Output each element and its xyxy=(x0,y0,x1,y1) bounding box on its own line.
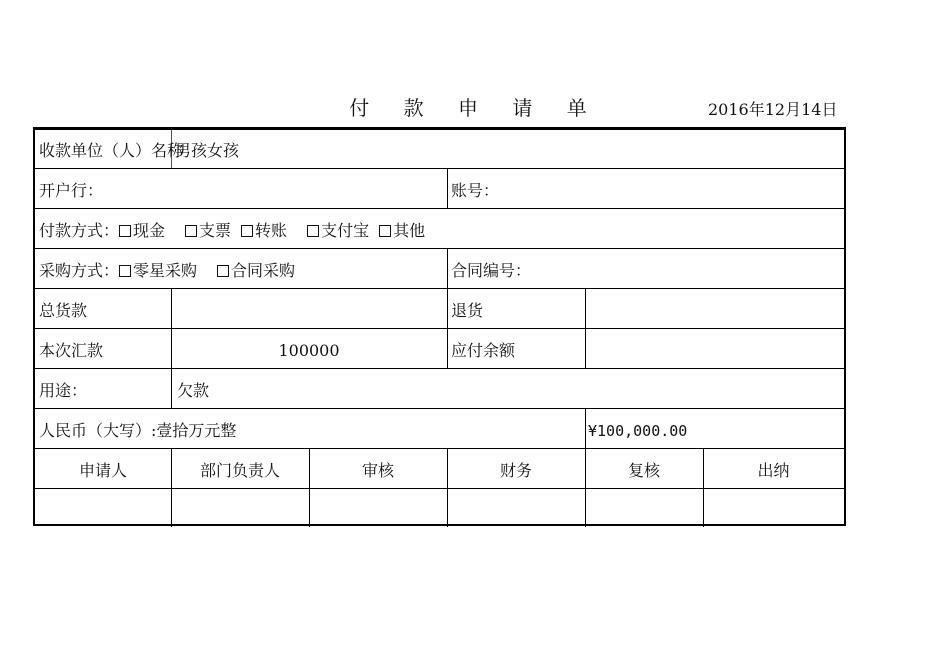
row-divider xyxy=(35,208,844,209)
col-divider xyxy=(703,448,704,527)
sig-recheck: 复核 xyxy=(627,461,660,480)
checkbox[interactable] xyxy=(217,265,229,277)
row-divider xyxy=(35,248,844,249)
rmb-row xyxy=(39,421,236,441)
row-divider xyxy=(35,168,844,169)
contract-no-label: 合同编号： xyxy=(451,261,532,280)
col-divider xyxy=(447,248,448,288)
total-goods-label: 总货款 xyxy=(39,301,88,320)
col-divider xyxy=(171,448,172,527)
sig-cashier: 出纳 xyxy=(757,461,790,480)
row-divider xyxy=(35,448,844,449)
row-divider xyxy=(35,368,844,369)
checkbox[interactable] xyxy=(379,225,391,237)
col-divider xyxy=(171,368,172,408)
row-divider xyxy=(35,328,844,329)
checkbox[interactable] xyxy=(185,225,197,237)
sig-applicant: 申请人 xyxy=(78,461,127,480)
col-divider xyxy=(447,168,448,208)
checkbox[interactable] xyxy=(307,225,319,237)
option-cash: 现金 xyxy=(133,221,166,240)
remittance-label: 本次汇款 xyxy=(39,341,104,360)
col-divider xyxy=(309,448,310,527)
col-divider xyxy=(585,288,586,368)
checkbox[interactable] xyxy=(119,265,131,277)
option-contract-purchase: 合同采购 xyxy=(231,261,296,280)
col-divider xyxy=(585,408,586,448)
col-divider xyxy=(447,288,448,368)
account-label: 账号： xyxy=(451,181,500,200)
purchase-method-label: 采购方式： xyxy=(39,261,120,280)
sig-dept-head: 部门负责人 xyxy=(199,461,280,480)
col-divider xyxy=(447,448,448,527)
row-divider xyxy=(35,408,844,409)
payee-label: 收款单位（人）名称 xyxy=(39,141,184,160)
balance-label: 应付余额 xyxy=(451,341,516,360)
row-divider xyxy=(35,288,844,289)
sig-finance: 财务 xyxy=(499,461,532,480)
checkbox[interactable] xyxy=(241,225,253,237)
rmb-label: 人民币（大写）: xyxy=(39,421,157,440)
purchase-method-row xyxy=(39,261,295,281)
checkbox[interactable] xyxy=(119,225,131,237)
return-label: 退货 xyxy=(451,301,484,320)
payee-value: 男孩女孩 xyxy=(175,141,240,160)
form-title: 付 款 申 请 单 xyxy=(349,96,601,120)
rmb-uppercase-value: 壹拾万元整 xyxy=(156,421,237,440)
rmb-amount: ¥100,000.00 xyxy=(588,422,688,440)
remittance-value: 100000 xyxy=(278,341,340,360)
option-other: 其他 xyxy=(393,221,426,240)
sig-review: 审核 xyxy=(361,461,394,480)
row-divider xyxy=(35,488,844,489)
option-check: 支票 xyxy=(199,221,232,240)
form-date: 2016年12月14日 xyxy=(708,100,838,119)
bank-label: 开户行： xyxy=(39,181,104,200)
col-divider xyxy=(585,448,586,527)
payment-method-label: 付款方式： xyxy=(39,221,120,240)
option-alipay: 支付宝 xyxy=(321,221,370,240)
option-spot-purchase: 零星采购 xyxy=(133,261,198,280)
payment-request-table xyxy=(33,127,846,526)
purpose-label: 用途： xyxy=(39,381,88,400)
purpose-value: 欠款 xyxy=(177,381,210,400)
payment-method-row xyxy=(39,221,425,241)
option-transfer: 转账 xyxy=(255,221,288,240)
